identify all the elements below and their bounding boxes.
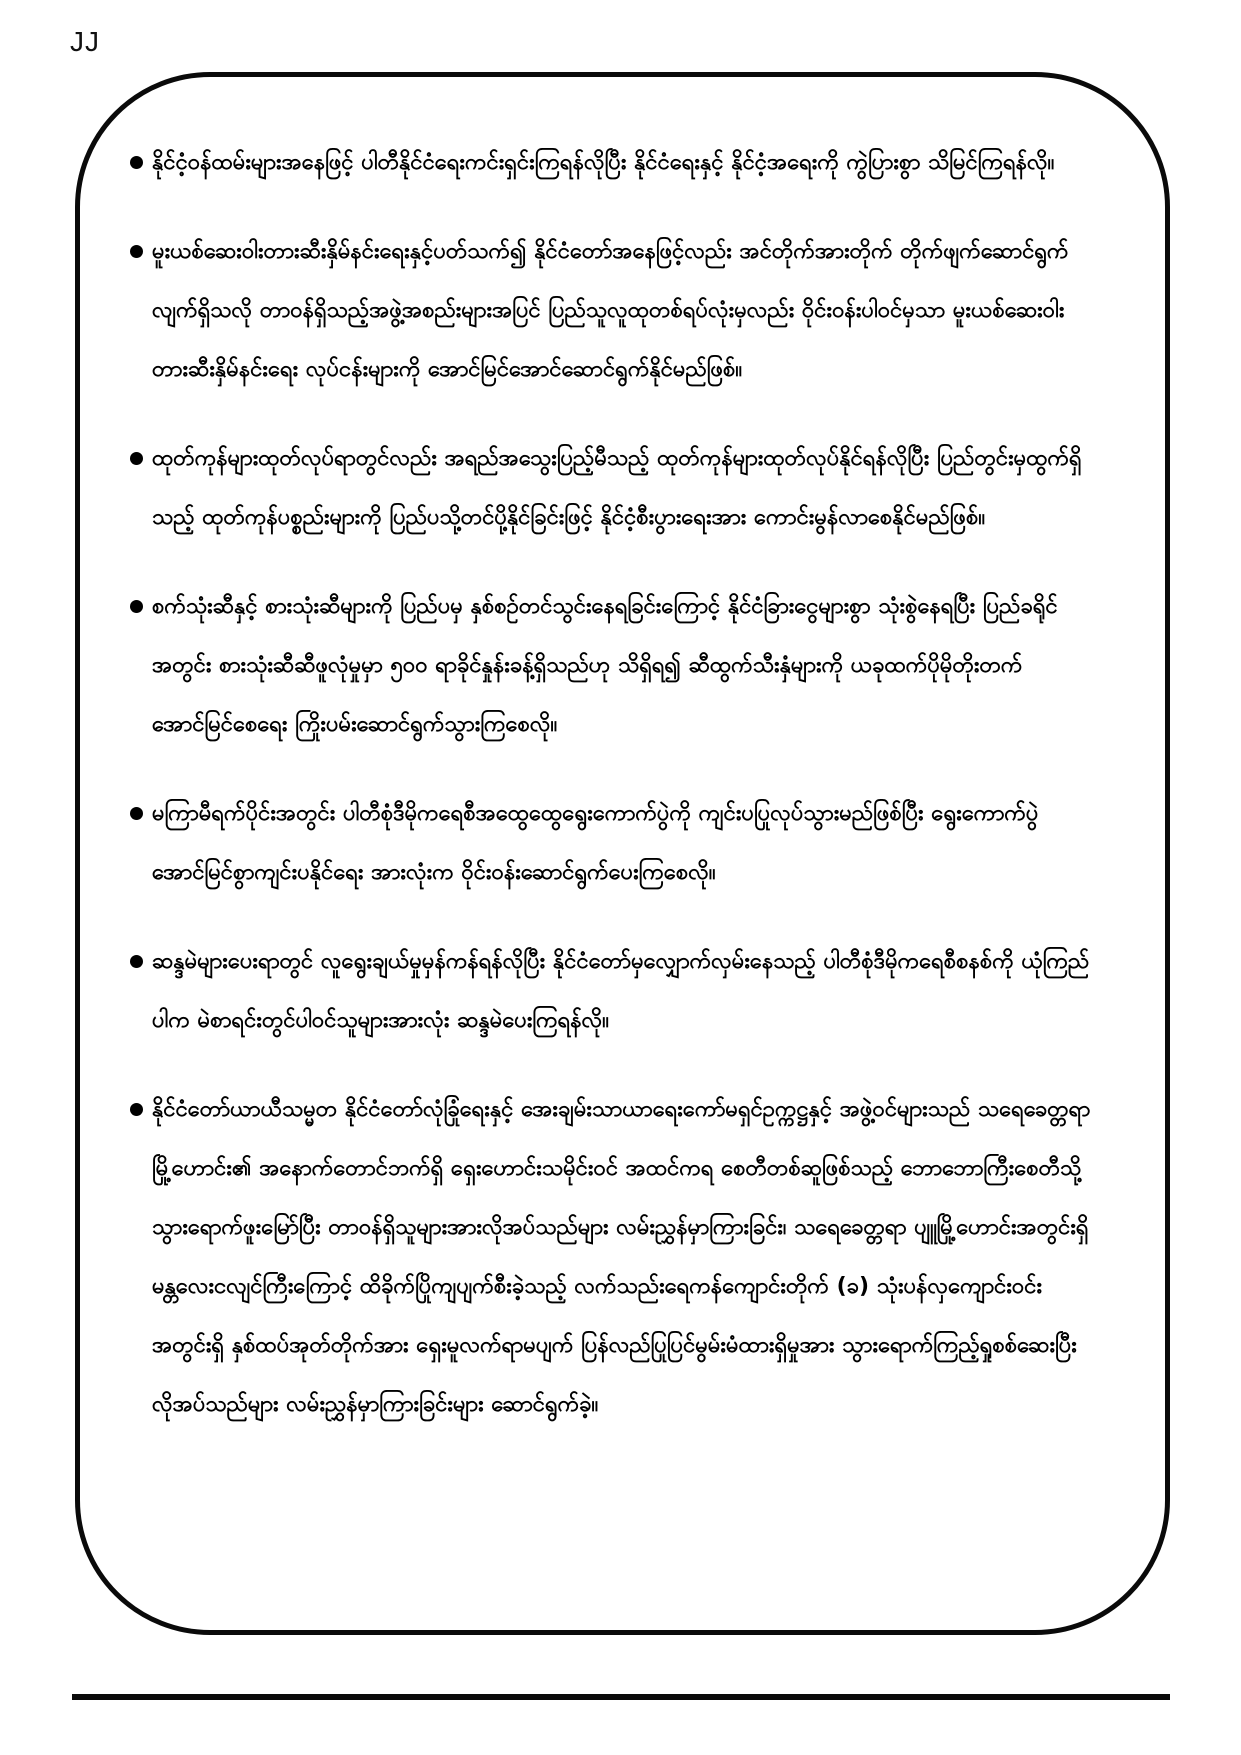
bullet-item [130,222,1099,399]
bullet-item [130,784,1099,902]
bullet-text: မကြာမီရက်ပိုင်းအတွင်း ပါတီစုံဒီမိုကရေစီအထွေထွေရွေးကောက်ပွဲကို ကျင်းပပြုလုပ်သွားမည်ဖြစ်ပြီး ရွေးကောက်ပွဲအောင်မြင်စွာကျင်းပနိုင်ရေး အားလုံးက ဝိုင်းဝန်းဆောင်ရွက်ပေးကြစေလို။ [152,801,1039,885]
bullet-item [130,133,1099,192]
bullet-dot-icon [130,1103,143,1116]
bullet-text: ဆန္ဒမဲများပေးရာတွင် လူရွေးချယ်မှုမှန်ကန်ရန်လိုပြီး နိုင်ငံတော်မှလျှောက်လှမ်းနေသည့် ပါတီစုံဒီမိုကရေစီစနစ်ကို ယုံကြည်ပါက မဲစာရင်းတွင်ပါဝင်သူများအားလုံး ဆန္ဒမဲပေးကြရန်လို။ [152,949,1090,1033]
page-corner-label: JJ [70,26,100,57]
bullet-item [130,1080,1099,1434]
rounded-border-frame [75,72,1170,1635]
bullet-dot-icon [130,807,143,820]
bullet-dot-icon [130,245,143,258]
bullet-text: နိုင်ငံတော်ယာယီသမ္မတ နိုင်ငံတော်လုံခြုံရေးနှင့် အေးချမ်းသာယာရေးကော်မရှင်ဥက္ကဋ္ဌနှင့် အဖွဲ့ဝင်များသည် သရေခေတ္တရာမြို့ဟောင်း၏ အနောက်တောင်ဘက်ရှိ ရှေးဟောင်းသမိုင်းဝင် အထင်ကရ စေတီတစ်ဆူဖြစ်သည့် ဘောဘောကြီးစေတီသို့သွားရောက်ဖူးမြော်ပြီး တာဝန်ရှိသူများအားလိုအပ်သည်များ လမ်းညွှန်မှာကြားခြင်း၊ သရေခေတ္တရာ ပျူမြို့ဟောင်းအတွင်းရှိ မန္တလေးငလျင်ကြီးကြောင့် ထိခိုက်ပြိုကျပျက်စီးခဲ့သည့် လက်သည်းရေကန်ကျောင်းတိုက် (ခ) သုံးပန်လှကျောင်းဝင်းအတွင်းရှိ နှစ်ထပ်အုတ်တိုက်အား ရှေးမူလက်ရာမပျက် ပြန်လည်ပြုပြင်မွမ်းမံထားရှိမှုအား သွားရောက်ကြည့်ရှုစစ်ဆေးပြီး လိုအပ်သည်များ လမ်းညွှန်မှာကြားခြင်းများ ဆောင်ရွက်ခဲ့။ [152,1097,1091,1417]
bullet-list [80,77,1165,1434]
bullet-dot-icon [130,600,143,613]
bullet-item [130,429,1099,547]
bullet-text: နိုင်ငံ့ဝန်ထမ်းများအနေဖြင့် ပါတီနိုင်ငံရေးကင်းရှင်းကြရန်လိုပြီး နိုင်ငံရေးနှင့် နိုင်ငံ့အရေးကို ကွဲပြားစွာ သိမြင်ကြရန်လို။ [152,150,1055,175]
bottom-horizontal-rule [72,1694,1170,1700]
bullet-text: ထုတ်ကုန်များထုတ်လုပ်ရာတွင်လည်း အရည်အသွေးပြည့်မီသည့် ထုတ်ကုန်များထုတ်လုပ်နိုင်ရန်လိုပြီး ပြည်တွင်းမှထွက်ရှိသည့် ထုတ်ကုန်ပစ္စည်းများကို ပြည်ပသို့တင်ပို့နိုင်ခြင်းဖြင့် နိုင်ငံ့စီးပွားရေးအား ကောင်းမွန်လာစေနိုင်မည်ဖြစ်။ [152,446,1082,530]
bullet-dot-icon [130,156,143,169]
bullet-text: မူးယစ်ဆေးဝါးတားဆီးနှိမ်နင်းရေးနှင့်ပတ်သက်၍ နိုင်ငံတော်အနေဖြင့်လည်း အင်တိုက်အားတိုက် တိုက်ဖျက်ဆောင်ရွက်လျက်ရှိသလို တာဝန်ရှိသည့်အဖွဲ့အစည်းများအပြင် ပြည်သူလူထုတစ်ရပ်လုံးမှလည်း ဝိုင်းဝန်းပါဝင်မှသာ မူးယစ်ဆေးဝါးတားဆီးနှိမ်နင်းရေး လုပ်ငန်းများကို အောင်မြင်အောင်ဆောင်ရွက်နိုင်မည်ဖြစ်။ [152,239,1069,382]
bullet-dot-icon [130,955,143,968]
bullet-item [130,932,1099,1050]
bullet-item [130,577,1099,754]
bullet-text: စက်သုံးဆီနှင့် စားသုံးဆီများကို ပြည်ပမှ နှစ်စဉ်တင်သွင်းနေရခြင်းကြောင့် နိုင်ငံခြားငွေများစွာ သုံးစွဲနေရပြီး ပြည်ခရိုင်အတွင်း စားသုံးဆီဆီဖူလုံမှုမှာ ၅၀၀ ရာခိုင်နှုန်းခန့်ရှိသည်ဟု သိရှိရ၍ ဆီထွက်သီးနှံများကို ယခုထက်ပိုမိုတိုးတက်အောင်မြင်စေရေး ကြိုးပမ်းဆောင်ရွက်သွားကြစေလို။ [152,594,1058,737]
bullet-dot-icon [130,452,143,465]
